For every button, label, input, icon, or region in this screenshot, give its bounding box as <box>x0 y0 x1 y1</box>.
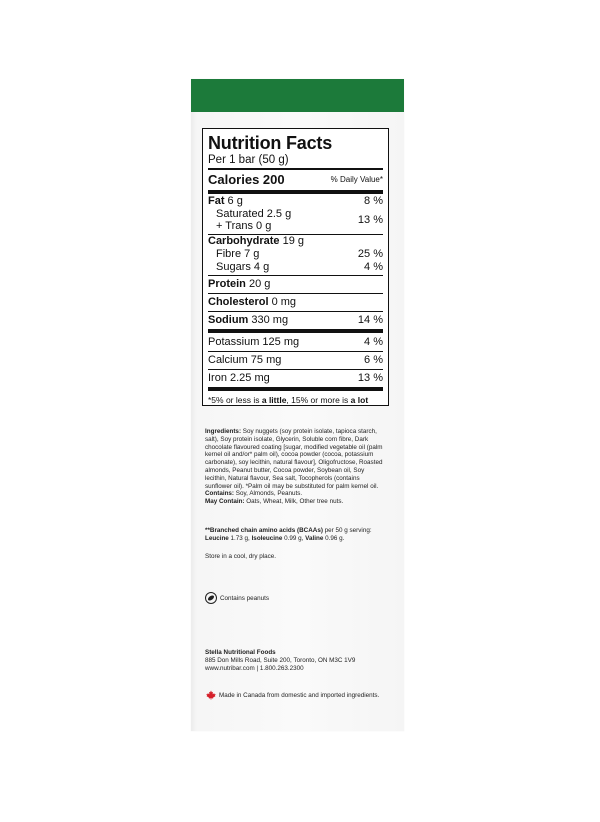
ingredients-block: Ingredients: Soy nuggets (soy protein isolate, tapioca starch, salt), Soy protein isolate, Glycerin, Soluble corn fibre, Dark chocolate flavoured coating [sugar, modified vegetable oil (palm kernel oil and/or* palm oil), cocoa powder (cocoa, potassium carbonate), soy lecithin, natural flavour], Oligofructose, Roasted almonds, Peanut butter, Cocoa powder, Soybean oil, Soy lecithin, Natural flavour, Sea salt, Tocopherols (contains sunflower oil). *Palm oil may be substituted for palm kernel oil. Contains: Soy, Almonds, Peanuts. May Contain: Oats, Wheat, Milk, Other tree nuts. <box>205 428 383 506</box>
bcaa-block: **Branched chain amino acids (BCAAs) per 50 g serving: Leucine 1.73 g, Isoleucine 0.99 g, Valine 0.96 g. <box>205 527 372 542</box>
protein-row: Protein 20 g <box>208 278 271 290</box>
calories-row: Calories 200 % Daily Value* <box>208 172 383 187</box>
fat-row: Fat 6 g 8 % <box>208 195 383 207</box>
storage-note: Store in a cool, dry place. <box>205 553 277 560</box>
dv-header: % Daily Value* <box>330 175 383 184</box>
serving-size: Per 1 bar (50 g) <box>208 154 289 166</box>
origin-notice <box>206 690 379 700</box>
daily-value-footnote: *5% or less is a little, 15% or more is a lot <box>208 395 369 405</box>
calcium-row: Calcium 75 mg 6 % <box>208 354 383 366</box>
nutrition-facts-table <box>202 128 389 406</box>
allergen-text: Contains peanuts <box>220 594 270 602</box>
origin-text: Made in Canada from domestic and imported ingredients. <box>219 691 380 699</box>
potassium-row: Potassium 125 mg 4 % <box>208 336 383 348</box>
sat-trans-row: Saturated 2.5 g + Trans 0 g 13 % <box>216 208 383 232</box>
company-contact: www.nutribar.com | 1.800.263.2300 <box>205 664 304 672</box>
sodium-row: Sodium 330 mg 14 % <box>208 314 383 326</box>
carbohydrate-row: Carbohydrate 19 g <box>208 235 304 247</box>
company-address: 885 Don Mills Road, Suite 200, Toronto, ON M3C 1V9 <box>205 656 356 664</box>
green-top-band <box>191 79 404 112</box>
fibre-row: Fibre 7 g 25 % <box>216 248 383 260</box>
cholesterol-row: Cholesterol 0 mg <box>208 296 297 308</box>
maple-leaf-icon <box>206 690 216 700</box>
company-block <box>205 649 383 672</box>
company-name: Stella Nutritional Foods <box>205 649 276 656</box>
nutrition-title: Nutrition Facts <box>208 133 333 153</box>
peanut-icon <box>205 592 217 604</box>
iron-row: Iron 2.25 mg 13 % <box>208 372 383 384</box>
allergen-notice <box>205 592 269 604</box>
sugars-row: Sugars 4 g 4 % <box>216 261 383 273</box>
